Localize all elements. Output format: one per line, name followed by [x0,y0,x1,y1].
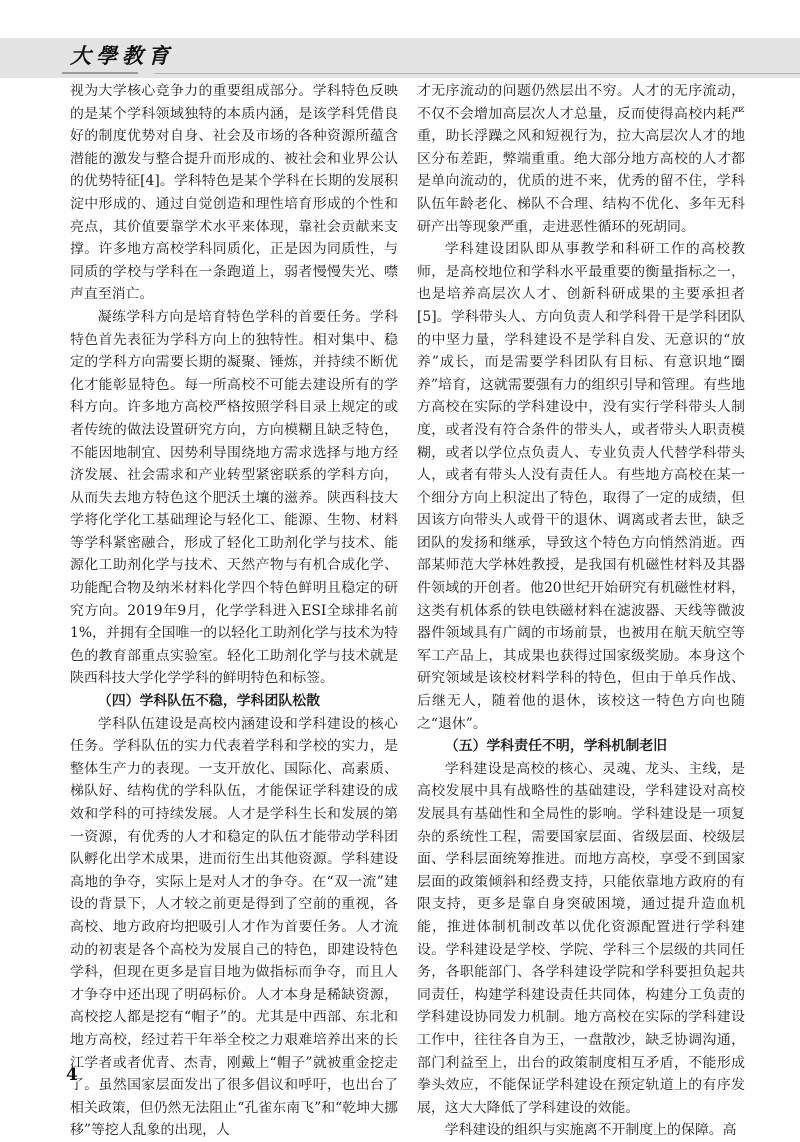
section-heading: （五）学科责任不明，学科机制老旧 [444,738,668,755]
paragraph: 学科建设是高校的核心、灵魂、龙头、主线，是高校发展中具有战略性的基础建设，学科建设对高校发展具有基础性和全局性的影响。学科建设是一项复杂的系统性工程，需要国家层面、省级层面、校级层面、学科层面统筹推进。而地方高校，享受不到国家层面的政策倾斜和经费支持，只能依靠地方政府的有限支持，更多是靠自身突破困境，通过提升造血机能，推进体制机制改革以优化资源配置进行学科建设。学科建设是学校、学院、学科三个层级的共同任务，各职能部门、各学科建设学院和学科要担负起共同责任，构建学科建设责任共同体，构建分工负责的学科建设协同发力机制。地方高校在实际的学科建设工作中，往往各自为王，一盘散沙，缺乏协调沟通，部门利益至上，出台的政策制度相互矛盾，不能形成拳头效应，不能保证学科建设在预定轨道上的有序发展，这大大降低了学科建设的效能。 [417,760,745,1116]
section-heading: （四）学科队伍不稳，学科团队松散 [97,693,321,710]
paragraph: 凝练学科方向是培育特色学科的首要任务。学科特色首先表征为学科方向上的独特性。相对集中、稳定的学科方向需要长期的凝聚、锤炼，并持续不断优化才能彰显特色。每一所高校不可能去建设所有的学科方向。许多地方高校严格按照学科目录上规定的或者传统的做法设置研究方向，方向模糊且缺乏特色，不能因地制宜、因势利导围绕地方需求选择与地方经济发展、社会需求和产业转型紧密联系的学科方向，从而失去地方特色这个肥沃土壤的滋养。陕西科技大学将化学化工基础理论与轻化工、能源、生物、材料等学科紧密融合，形成了轻化工助剂化学与技术、能源化工助剂化学与技术、天然产物与有机合成化学、功能配合物及纳米材料化学四个特色鲜明且稳定的研究方向。2019年9月，化学学科进入ESI全球排名前1%，并拥有全国唯一的以轻化工助剂化学与技术为特色的教育部重点实验室。轻化工助剂化学与技术就是陕西科技大学化学学科的鲜明特色和标签。 [70,308,398,687]
left-column [70,80,398,1142]
paragraph: 学科建设团队即从事教学和科研工作的高校教师，是高校地位和学科水平最重要的衡量指标之一，也是培养高层次人才、创新科研成果的主要承担者[5]。学科带头人、方向负责人和学科骨干是学科团队的中坚力量，学科建设不是学科自发、无意识的“放养”成长，而是需要学科团队有目标、有意识地“圈养”培育，这就需要强有力的组织引导和管理。有些地方高校在实际的学科建设中，没有实行学科带头人制度，或者没有符合条件的带头人，或者带头人职责模糊，或者以学位点负责人、专业负责人代替学科带头人，或者有带头人没有责任人。有些地方高校在某一个细分方向上积淀出了特色，取得了一定的成绩，但因该方向带头人或骨干的退休、调离或者去世，缺乏团队的发扬和继承，导致这个特色方向悄然消逝。西部某师范大学林姓教授，是我国有机磁性材料及其器件领域的开创者。他20世纪开始研究有机磁性材料，这类有机体系的铁电铁磁材料在滤波器、天线等微波器件领域具有广阔的市场前景，也被用在航天航空等军工产品上，其成果也获得过国家级奖励。本身这个研究领域是该校材料学科的特色，但由于单兵作战、后继无人，随着他的退休，该校这一特色方向也随之“退休”。 [417,241,745,732]
right-column [417,80,745,1142]
paragraph: 学科建设的组织与实施离不开制度上的保障。高 [444,1122,737,1139]
journal-logo: 大學教育 [70,43,174,68]
paragraph: 才无序流动的问题仍然层出不穷。人才的无序流动，不仅不会增加高层次人才总量，反而使得高校内耗严重，助长浮躁之风和短视行为，拉大高层次人才的地区分布差距，弊端重重。绝大部分地方高校的人才都是单向流动的，优质的进不来，优秀的留不住，学科队伍年龄老化、梯队不合理、结构不优化、多年无科研产出等现象严重，走进恶性循环的死胡同。 [417,83,745,235]
page-number: 4 [66,1065,78,1085]
paragraph: 视为大学核心竞争力的重要组成部分。学科特色反映的是某个学科领域独特的本质内涵，是该学科凭借良好的制度优势对自身、社会及市场的各种资源所蕴含潜能的激发与整合提升而形成的、被社会和业界公认的优势特征[4]。学科特色是某个学科在长期的发展积淀中形成的、通过自觉创造和理性培育形成的个性和亮点，其价值要靠学术水平来体现，靠社会贡献来支撑。许多地方高校学科同质化，正是因为同质性，与同质的学校与学科在一条跑道上，弱者慢慢失光、噤声直至消亡。 [70,83,398,303]
header-rule-left [62,72,138,74]
paragraph: 学科队伍建设是高校内涵建设和学科建设的核心任务。学科队伍的实力代表着学科和学校的实力，是整体生产力的表现。一支开放化、国际化、高素质、梯队好、结构优的学科队伍，才能保证学科建设的成效和学科的可持续发展。人才是学科生长和发展的第一资源，有优秀的人才和稳定的队伍才能带动学科团队孵化出学术成果，进而衍生出其他资源。学科建设高地的争夺，实际上是对人才的争夺。在“双一流”建设的背景下，人才较之前更是得到了空前的重视，各高校、地方政府均把吸引人才作为首要任务。人才流动的初衷是各个高校为发展自己的特色，即建设特色学科，但现在更多是盲目地为做指标而争夺，而且人才争夺中还出现了明码标价。人才本身是稀缺资源，高校挖人都是挖有“帽子”的。尤其是中西部、东北和地方高校，经过若干年举全校之力艰难培养出来的长江学者或者优青、杰青，刚戴上“帽子”就被重金挖走了。虽然国家层面发出了很多倡议和呼吁，也出台了相关政策，但仍然无法阻止“孔雀东南飞”和“乾坤大挪移”等挖人乱象的出现，人 [70,715,398,1139]
header-rule-right [154,73,800,74]
